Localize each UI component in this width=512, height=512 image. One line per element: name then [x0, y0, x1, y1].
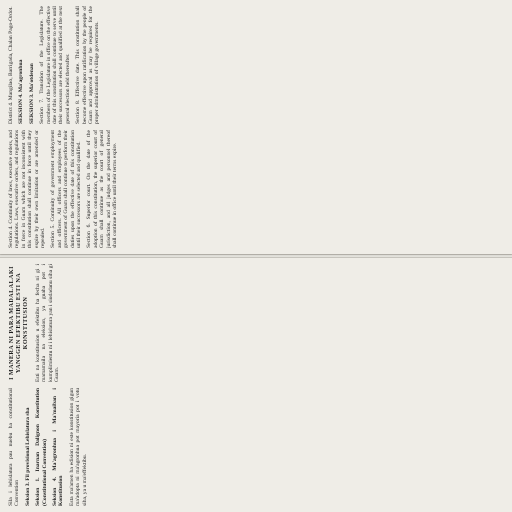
right-page-column-2	[8, 6, 504, 124]
section-heading: Seksion 1. Inarnan Dalignon Konstitution (Constitutional Convention)	[35, 388, 48, 506]
left-page-column-2	[8, 264, 504, 382]
article-title: I MANERA NI PARA MADALALAKI YANGGEN EFEKTIBU ESTI NA KONSTITUSION	[8, 266, 29, 380]
section-heading: Seksion 3. Fil provisional Lehislatura sha	[24, 407, 31, 506]
paragraph: District 4. Mangilao, Barrigada, Chalan Pago-Ordot.	[8, 6, 14, 124]
section-heading: Seksion 4. Ma'agronhua i Ma'maiban i Konstitusion	[52, 388, 65, 506]
section-heading: SEKSION 4. Ma'agronhua	[18, 59, 25, 124]
paragraph: Section 6. Superior court. On the date of the adoption of this constitution, the superior court of Guam shall continue as the court of general jurisdiction, and all judges and personnel thereof shall continue in office until their terms expire.	[86, 130, 119, 248]
page-fold	[0, 254, 512, 258]
paragraph: Esta ma'amen ha edision ni este konstitusion gigun ma'adopta ni ma'agronhua pot mayoria pot i votu siha, ya u ma'effektibu.	[68, 388, 88, 506]
paragraph: Section 7. Transition of the Legislature. The members of the Legislature in office on the effective date of this constitution shall continue to serve until their successors are elected and qualified at the next general election held thereafter.	[39, 6, 71, 124]
paragraph: Section 8. Effective date. This constitution shall become effective upon ratification by the people of Guam and approval as may be required for the proper administration of village governments.	[75, 6, 101, 124]
paragraph: Sila i lehislatura pau nuebu ha constitutional Convention	[8, 388, 21, 506]
right-page-column-1	[8, 130, 504, 248]
right-page	[0, 0, 512, 254]
left-page-column-1	[8, 388, 504, 506]
paragraph: Esti na konstitusion u efektibu ha fecha ni gi i mamamaila na eleksion, ya guaha pot i kumplimientu ni i lehislatura yan i siudadanu siha gi Guam.	[35, 264, 61, 382]
left-page	[0, 258, 512, 512]
paragraph: Section 4. Continuity of laws, executive orders, and regulations. Laws, executive orders, and regulations in force in Guam which are not inconsistent with this constitution shall continue in force until they expire by their own limitation or are amended or repealed.	[8, 130, 47, 248]
paragraph: Section 5. Continuity of government employment and officers. All officers and employees of the government of Guam shall continue to perform their duties upon the effective date of this constitution until their successors are selected and qualified.	[50, 130, 83, 248]
section-heading: SEKSION 3. Ma'otdenan	[28, 63, 35, 124]
